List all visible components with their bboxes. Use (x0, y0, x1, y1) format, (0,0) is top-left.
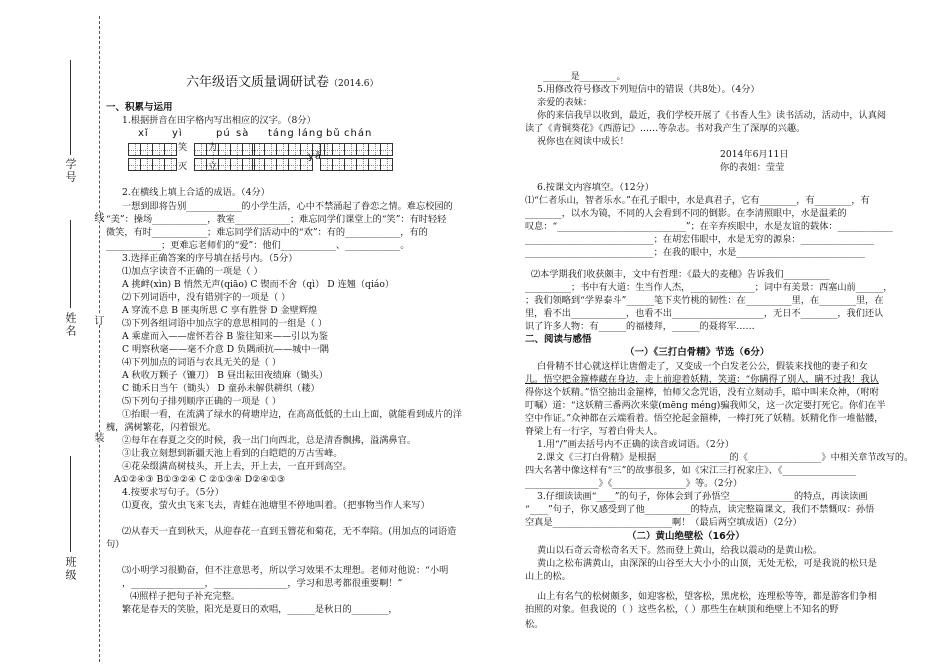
passage-1-question-3-line-3: 空真是__________________________啊！（最后两空填成语）（2分） (525, 517, 802, 528)
tianzige-grid-1[interactable] (128, 143, 176, 156)
question-6-1-line-5: ____________________________；在我的眼中，水是____________________________ (525, 247, 865, 258)
student-number-label: 学号 (64, 158, 77, 184)
passage-1-line-2: 儿。悟空把金箍棒藏在身边，走上前迎着妖精，笑道：“你瞒得了别人，瞒不过我！我认 (525, 374, 879, 385)
passage-2-line-4: 山上有名气的松树颇多，如迎客松，望客松，黑虎松，连理松等等，都是游客们争相 (537, 591, 877, 602)
student-number-line (70, 60, 71, 155)
passage-1-line-6: 脊梁上有一行字，写着白骨夫人。 (525, 426, 663, 437)
passage-2-line-5: 拍照的对象。但我说的（ ）这些名松，（ ）那些生在峡顶和绝壁上不知名的野 (525, 604, 839, 615)
question-3-5-sentence-3: ③让我立刻想到新疆天池上看到的白皑皑的万古雪峰。 (122, 448, 343, 459)
section-heading-2: 二、阅读与感悟 (525, 334, 592, 345)
question-3-2-options: A 穿流不息 B 匪夷所思 C 享有胜誉 D 金壁辉煌 (122, 305, 318, 316)
question-4-2-cont: 句） (106, 539, 125, 550)
question-3-1: ⑴加点字读音不正确的一项是（ ） (122, 266, 263, 277)
tianzige-grid-5[interactable] (128, 158, 176, 171)
question-2-line-3: 微笑，有时____________；难忘同学们活动中的“欢”：有的____________，有的 (106, 227, 428, 238)
name-line (70, 220, 71, 308)
question-3-1-options: A 挑衅(xìn) B 悄然无声(qiāo) C 锲而不舍（qì） D 连翘（qiáo） (122, 279, 395, 290)
question-2-line-4: ____________；更难忘老师们的“爱”：他们____________、____________。 (106, 240, 410, 251)
exam-title-text: 六年级语文质量调研试卷 (186, 75, 330, 90)
passage-1-line-1: 白骨精不甘心就这样让唐僧走了，又变成一个白发老公公，假装来找他的妻子和女 (537, 361, 868, 372)
question-4: 4.按要求写句子。（5分） (122, 487, 224, 498)
question-6-1-line-3: 叹息：“____________________________”；在辛弃疾眼中，水是友谊的载体：____________ (525, 221, 893, 232)
binding-word-bind: 装 (92, 432, 103, 442)
tianzige-grid-7[interactable] (252, 158, 312, 171)
passage-1-question-2-line-1: 2.课文《三打白骨精》是根据________________的《________________》中相关章节改写的。 (537, 452, 914, 463)
question-3-3: ⑶下列各组词语中加点字的意思相同的一组是（ ） (122, 318, 328, 329)
question-2-line-2: “美”：操场____________，教室____________；难忘同学们课堂上的“笑”：有时轻轻 (106, 214, 447, 225)
passage-1-question-3-line-2: “____”句子，你又感受到了他__________的特点，读完整篇课文，我们不禁慨叹：孙悟 (525, 504, 875, 515)
grid-char-li2: 立 (208, 161, 218, 172)
pinyin-lang: láng (298, 128, 324, 139)
passage-1-question-2-line-3: ________________》《________________》等。（2分） (525, 478, 743, 489)
question-4-3: ⑶小明学习很勤奋，但不注意思考，所以学习效果不太理想。老师对他说：“小明 (122, 565, 449, 576)
class-line (70, 456, 71, 552)
letter-line-2: 读了《青铜葵花》《西游记》……等杂志。书对我产生了深厚的兴趣。 (525, 123, 806, 134)
question-3-4-ab: A 秋收万颗子（镰刀） B 昼出耘田夜绩麻（锄头） (122, 370, 328, 381)
question-3-5-sentence-4: ④花朵缀满高树枝头，开上去，开上去，一直开到高空。 (122, 461, 352, 472)
pinyin-xi: xǐ (138, 128, 149, 139)
class-label: 班级 (64, 556, 77, 582)
question-6: 6.按课文内容填空。（12分） (537, 182, 654, 193)
question-3-5-sentence-1: ①抬眼一看，在流满了绿水的荷塘岸边，在高高低低的土山上面，就能看到成片的洋 (122, 409, 462, 420)
question-4-4-cont: 繁花是春天的笑脸，阳光是夏日的欢唱，______是秋日的________， (122, 604, 398, 615)
pinyin-tang: táng (268, 128, 295, 139)
passage-2-title: （二）黄山绝壁松（16分） (627, 531, 745, 542)
question-4-4-end: ______是________。 (543, 71, 626, 82)
question-3-5-sentence-2: ②每年在春夏之交的时候，我一出门向西北，总是清香飘拂，溢满鼻官。 (122, 435, 416, 446)
question-3-3-cd: C 明察秋毫——毫不介意 D 负隅顽抗——城中一隅 (122, 344, 329, 355)
pinyin-chan: chán (344, 128, 373, 139)
exam-title (186, 76, 379, 92)
question-3-5-sentence-1b: 槐，满树繁花，闪着银光。 (106, 422, 217, 433)
pinyin-ya: yǎ (308, 151, 323, 162)
grid-char-xiao: 笑 (178, 142, 188, 153)
question-4-4: ⑷照样子把句子补充完整。 (130, 591, 241, 602)
exam-title-date: （2014.6） (329, 79, 379, 89)
question-6-2-line-1: ⑵本学期我们收获颇丰，文中有哲理：《最大的麦穗》告诉我们__________ (531, 269, 830, 280)
section-heading-1: 一、积累与运用 (106, 102, 173, 113)
question-4-3-cont: ，________________，________________，学习和思考都很重要啊！” (122, 578, 403, 589)
question-5: 5.用修改符号修改下列短信中的错误（共8处）。（4分） (537, 84, 760, 95)
question-6-2-line-4: 里，看不出____________，也看不出____________________，无日不________，我们还认 (525, 308, 884, 319)
question-3-3-ab: A 乘虚而入——虚怀若谷 B 鉴往知来——引以为鉴 (122, 331, 328, 342)
letter-greeting: 亲爱的表妹： (537, 97, 593, 108)
tianzige-grid-2[interactable] (194, 143, 254, 156)
letter-date: 2014年6月11日 (720, 149, 789, 160)
pinyin-yi: yì (172, 128, 183, 139)
passage-2-line-2: 黄山之松布满黄山，由深深的山谷至大大小小的山顶，无处无松，可是我说的松只是 (537, 558, 877, 569)
passage-1-question-1: 1.用“/”画去括号内不正确的读音或词语。（2分） (537, 439, 735, 450)
question-6-1-line-1: ⑴“仁者乐山，智者乐水。”在孔子眼中，水是真君子，它有________，有________，有 (525, 195, 870, 206)
question-2-line-1: 一想到即将告别____________的小学生活，心中不禁涌起了眷恋之情。难忘校园的 (122, 201, 453, 212)
question-6-1-line-2: ________，以水为镜，不同的人会看到不同的倒影。在李清照眼中，水是温柔的 (525, 208, 847, 219)
passage-1-question-2-line-2: 四大名著中像这样有“三”的故事很多，如《宋江三打祝家庄》、《________________ (525, 465, 856, 476)
question-1: 1.根据拼音在田字格内写出相应的汉字。（8分） (122, 115, 316, 126)
letter-signature: 你的表姐：莹莹 (720, 162, 785, 173)
passage-1-title: （一）《三打白骨精》节选（6分） (625, 347, 770, 358)
question-6-1-line-4: ____________________________；在胡宏伟眼中，水是无穷的源泉：________________ (525, 234, 875, 245)
passage-2-line-3: 山上的松。 (525, 571, 571, 582)
tianzige-grid-8[interactable] (320, 158, 392, 171)
question-6-2-line-3: ；我们领略到“学界泰斗”______笔下夹竹桃的韧性：在__________里，在________里，在 (525, 295, 884, 306)
binding-word-staple: 订 (92, 315, 103, 325)
pinyin-sa: sà (236, 128, 250, 139)
question-4-2: ⑵从春天一直到秋天，从迎春花一直到玉簪花和菊花，无不奉陪。(用加点的词语造 (122, 526, 457, 537)
passage-1-line-3: 得你这个妖精。”悟空抽出金箍棒，怕师父念咒语，没有立刻动手，暗中叫来众神，（咐咐 (525, 387, 879, 398)
grid-char-li: 力 (208, 142, 218, 153)
question-3-4-cd: C 锄禾日当午（锄头） D 童孙未解供耕织（耧） (122, 383, 320, 394)
question-2: 2.在横线上填上合适的成语。（4分） (122, 187, 270, 198)
tianzige-grid-4[interactable] (320, 143, 392, 156)
question-3-5: ⑸下列句子排列顺序正确的一项是（ ） (122, 396, 282, 407)
grid-char-mie: 灭 (178, 161, 188, 172)
name-label: 姓名 (64, 312, 77, 338)
question-3: 3.选择正确答案的序号填在括号内。（5分） (122, 253, 298, 264)
passage-2-line-6: 松。 (525, 619, 544, 630)
passage-2-line-1: 黄山以石奇云奇松奇名天下。然而登上黄山，给我以震动的是黄山松。 (537, 545, 822, 556)
letter-line-3: 祝你也在阅读中成长！ (537, 136, 629, 147)
pinyin-pu: pú (216, 128, 231, 139)
tianzige-grid-6[interactable] (194, 158, 254, 171)
passage-1-line-4: 叮嘱）道：“这妖精三番两次来蒙(mēng méng)骗我师父，这一次定要打死它。你们在半 (525, 400, 886, 411)
question-6-2-line-2: __________；书中有大道：生当作人杰，______________；词中有美景：西塞山前______， (525, 282, 893, 293)
question-3-2: ⑵下列词语中，没有错别字的一项是（ ） (122, 292, 291, 303)
binding-dashed-line (99, 16, 100, 662)
pinyin-bu: bǔ (326, 128, 341, 139)
binding-word-line: 线 (92, 212, 103, 222)
question-3-5-options: A①②④③ B①③②④ C ②①③④ D②④①③ (114, 474, 286, 485)
passage-1-line-5: 空中作证。”众神都在云端看着。悟空抡起金箍棒，一棒打死了妖精。妖精化作一堆骷髅， (525, 413, 884, 424)
passage-1-question-3-line-1: 3.仔细读读画“____”的句子，你体会到了孙悟空______________的特点，再读读画 (537, 491, 868, 502)
question-6-2-line-5: 识了许多人物：有______的福楼拜，______的聂将军…… (525, 321, 755, 332)
letter-line-1: 你的来信我早以收到，最近，我们学校开展了《书香人生》读书活动，活动中，认真阅 (537, 110, 887, 121)
question-3-4: ⑷下列加点的词语与农具无关的是（ ） (122, 357, 282, 368)
question-4-1: ⑴夏夜，萤火虫飞来飞去，青蛙在池塘里不停地叫着。（把事物当作人来写） (122, 500, 430, 511)
